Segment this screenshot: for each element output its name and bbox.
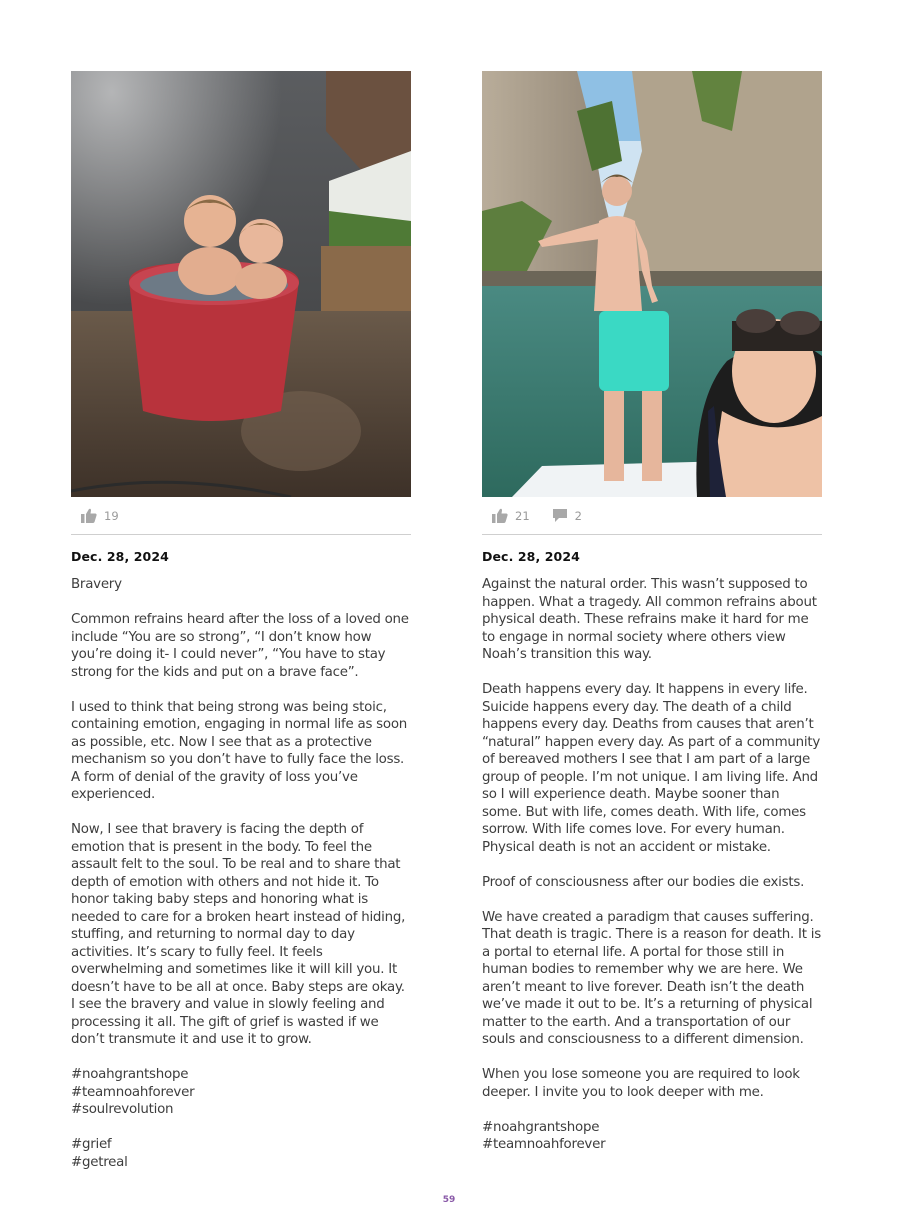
post-paragraph: Common refrains heard after the loss of a loved one include “You are so strong”, “I don’t know how you’re doing it- I could never”, “You have to stay strong for the kids and put on a brave face”. [71, 612, 409, 680]
post-hashtags: #noahgrantshope #teamnoahforever #soulrevolution [71, 1067, 195, 1117]
thumbs-up-icon [492, 508, 508, 523]
post-hashtags: #noahgrantshope #teamnoahforever [482, 1119, 606, 1152]
comment-count: 2 [574, 508, 582, 523]
post-paragraph: When you lose someone you are required to look deeper. I invite you to look deeper with me. [482, 1067, 800, 1100]
like-stat[interactable] [492, 508, 530, 523]
thumbs-up-icon [81, 508, 97, 523]
like-count: 21 [515, 508, 530, 523]
like-stat[interactable] [81, 508, 119, 523]
post-stats [482, 497, 822, 535]
post-date: Dec. 28, 2024 [71, 549, 169, 564]
post-title: Bravery [71, 577, 122, 592]
post-right [482, 71, 822, 1171]
post-body [482, 576, 822, 1154]
post-photo[interactable] [482, 71, 822, 497]
post-photo[interactable] [71, 71, 411, 497]
post-paragraph: Death happens every day. It happens in every life. Suicide happens every day. The death of a child happens every day. Deaths from causes that aren’t “natural” happen every day. As part of a community of bereaved mothers I see that I am part of a large group of people. I’m not unique. I am living life. And so I will experience death. Maybe sooner than some. But with life, comes death. With life, comes sorrow. With life comes love. For every human. Physical death is not an accident or mistake. [482, 682, 821, 855]
post-paragraph: Against the natural order. This wasn’t supposed to happen. What a tragedy. All common refrains about physical death. These refrains make it hard for me to engage in normal society where others view Noah’s transition this way. [482, 577, 817, 662]
post-paragraph: We have created a paradigm that causes suffering. That death is tragic. There is a reason for death. It is a portal to eternal life. A portal for those still in human bodies to remember why we are here. We aren’t meant to live forever. Death isn’t the death we’ve made it out to be. It’s a returning of physical matter to the earth. And a transportation of our souls and consciousness to a different dimension. [482, 909, 821, 1047]
post-body [71, 576, 411, 1171]
photo-kids-in-tub [71, 71, 411, 497]
post-stats [71, 497, 411, 535]
page-number: 59 [442, 1195, 456, 1205]
post-hashtags: #grief #getreal [71, 1137, 128, 1170]
comment-icon [552, 508, 568, 523]
post-paragraph: I used to think that being strong was being stoic, containing emotion, engaging in normal life as soon as possible, etc. Now I see that as a protective mechanism so you don’t have to fully face the loss. A form of denial of the gravity of loss you’ve experienced. [71, 699, 408, 802]
photo-boat-cliffs [482, 71, 822, 497]
comment-stat[interactable] [552, 508, 582, 523]
post-date: Dec. 28, 2024 [482, 549, 580, 564]
post-left [71, 71, 411, 1189]
post-paragraph: Proof of consciousness after our bodies die exists. [482, 874, 805, 890]
like-count: 19 [104, 508, 119, 523]
post-paragraph: Now, I see that bravery is facing the depth of emotion that is present in the body. To feel the assault felt to the soul. To be real and to share that depth of emotion with others and not hide it. To honor taking baby steps and honoring what is needed to care for a broken heart instead of hiding, stuffing, and returning to normal day to day activities. It’s scary to fully feel. It feels overwhelming and sometimes like it will kill you. It doesn’t have to be all at once. Baby steps are okay. I see the bravery and value in slowly feeling and processing it all. The gift of grief is wasted if we don’t transmute it and use it to grow. [71, 822, 406, 1047]
